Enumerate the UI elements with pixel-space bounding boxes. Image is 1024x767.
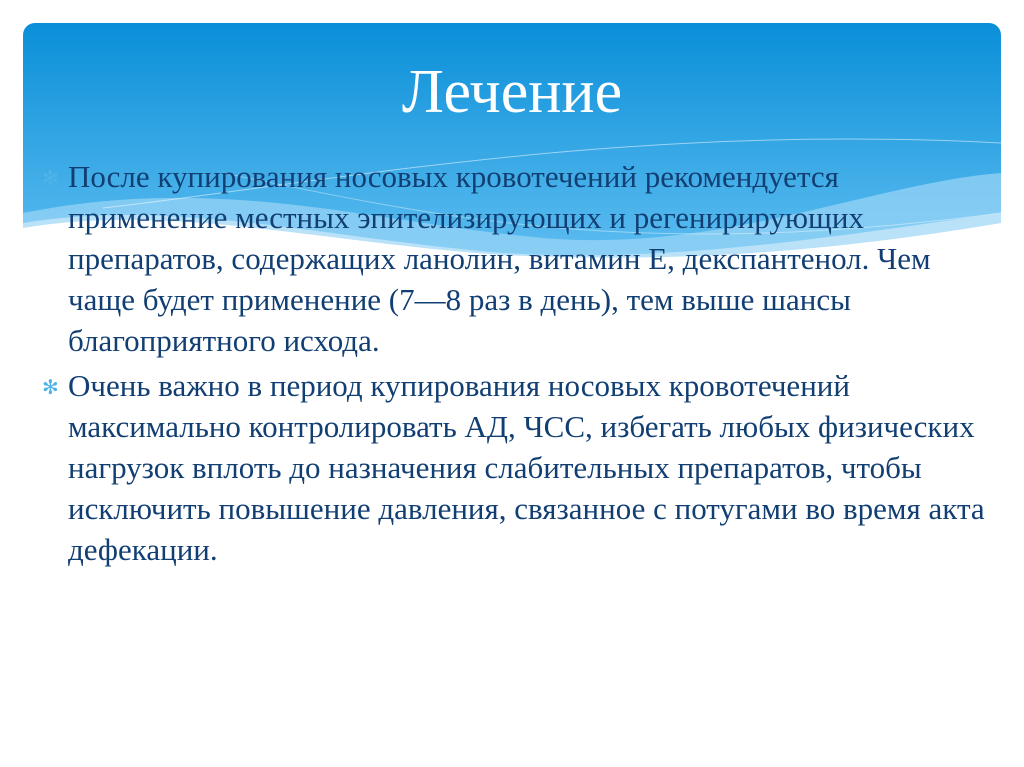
asterisk-bullet-icon: ✻	[42, 375, 59, 399]
bullet-text: После купирования носовых кровотечений рекомендуется применение местных эпителизирующих и регенирирующих препаратов, содержащих ланолин, витамин Е, декспантенол. Чем чаще будет применение (7—8 раз в день), тем выше шансы благоприятного исхода.	[68, 159, 931, 358]
bullet-item	[42, 156, 992, 361]
asterisk-bullet-icon: ✻	[42, 166, 59, 190]
slide-title: Лечение	[401, 58, 623, 126]
bullet-text: Очень важно в период купирования носовых кровотечений максимально контролировать АД, ЧСС, избегать любых физических нагрузок вплоть до назначения слабительных препаратов, чтобы исключить повышение давления, связанное с потугами во время акта дефекации.	[68, 368, 985, 567]
bullet-item	[42, 365, 992, 570]
slide-content	[42, 156, 992, 574]
